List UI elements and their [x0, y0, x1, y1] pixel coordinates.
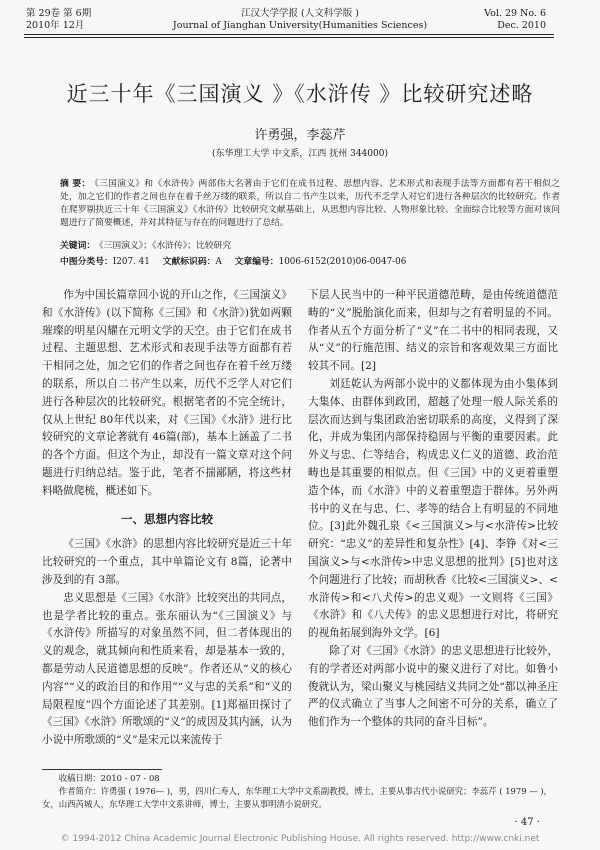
- paragraph: 忠义思想是《三国》《水浒》比较突出的共同点，也是学者比较的重点。张东丽认为“《三国演义》与《水浒传》所描写的对象虽然不同，但二者体现出的义的观念，就其倾向和性质来看，却是基本一致的，都是劳动人民道德思想的反映”。作者还从“义的核心内容”“义的政治目的和作用”“义与忠的关系”和“义的局限程度”四个方面论述了其差别。[1]郑福田探讨了《三国》《水浒》所歌颂的“义”的成因及其内涵，认为小说中所歌颂的“义”是宋元以来流传于: [42, 591, 292, 747]
- keywords: [60, 240, 560, 253]
- copyright-watermark: © 1994-2012 China Academic Journal Electronic Publishing House. All rights reserved. http://www.cnki.net: [60, 834, 540, 844]
- volume-issue-en: Vol. 29 No. 6: [484, 8, 546, 19]
- date-en: Dec. 2010: [497, 20, 546, 31]
- year-month: 2010年 12月: [26, 20, 85, 31]
- article-title: 近三十年《三国演义 》《水浒传 》比较研究述略: [66, 82, 534, 106]
- volume-issue: 第 29卷 第 6期: [26, 8, 92, 19]
- running-header-right: [484, 8, 546, 32]
- received-date: 收稿日期：2010 - 07 - 08: [58, 773, 160, 783]
- abstract-label: 摘 要：: [60, 179, 91, 189]
- doc-code-label: 文献标识码：: [162, 257, 216, 267]
- header-rule: [24, 34, 554, 38]
- clc-number: I207. 41: [112, 257, 150, 267]
- page-number: · 47 ·: [514, 817, 540, 828]
- journal-name-en: Journal of Jianghan University(Humanities Sciences): [172, 20, 428, 31]
- affiliation: (东华理工大学 中文系，江西 抚州 344000): [212, 149, 388, 159]
- footnote: [42, 772, 558, 811]
- author-bio: 作者简介：许勇强 ( 1976— )，男，四川仁寿人，东华理工大学中文系副教授，博士，主要从事古代小说研究；李蕊芹 ( 1979 — )，女，山西芮城人，东华理工大学中文系讲师，博士，主要从事明清小说研究。: [42, 786, 552, 809]
- authors: 许勇强，李蕊芹: [254, 128, 346, 143]
- clc-label: 中图分类号：: [60, 257, 113, 267]
- section-heading: 一、思想内容比较: [121, 511, 213, 526]
- keywords-text: 《三国演义》；《水浒传》；比较研究: [99, 241, 232, 251]
- footnote-rule: [42, 769, 162, 770]
- article-id-label: 文章编号：: [234, 257, 279, 267]
- paragraph: 下层人民当中的一种平民道德范畴，是由传统道德范畴的“义”脱胎演化而来，但却与之有着明显的不同。作者从五个方面分析了“义”在二书中的相同表现，又从“义”的行施范围、结义的宗旨和客观效果三方面比较其不同。[2]: [308, 289, 558, 373]
- paragraph: 刘廷乾认为两部小说中的义都体现为由小集体到大集体、由群体到政团，超越了处理一般人际关系的层次而达到与集团政治密切联系的高度，义得到了深化，并成为集团内部保持稳固与平衡的重要因素。此外义与忠、仁等结合，构成忠义仁义的道德、政治范畴也是其重要的相似点。但《三国》中的义更着重塑造个体，而《水浒》中的义着重塑造于群体。另外两书中的义在与忠、仁、孝等的结合上有明显的不同地位。[3]此外魏孔泉《<三国演义>与<水浒传>比较研究：“忠义”的差异性和复杂性》[4]、李铮《对<三国演义>与<水浒传>中忠义思想的批判》[5]也对这个问题进行了比较；而胡秋香《比较<三国演义>、<水浒传>和<八犬传>的忠义观》一文则将《三国》《水浒》和《八犬传》的忠义思想进行对比，将研究的视角拓展到海外文学。[6]: [308, 377, 558, 640]
- abstract-text: 《三国演义》和《水浒传》两部伟大名著由于它们在成书过程、思想内容、艺术形式和表现手法等方面都有若干相似之处，加之它们的作者之间也存在着千丝万缕的联系，所以自二书产生以来，历代不乏学人对它们进行各种层次的比较研究。作者在爬罗剔抉近三十年《三国演义》《水浒传》比较研究文献基础上，从思想内容比较、人物形象比较、全面综合比较等方面对该问题进行了简要概述，并对其特征与存在的问题进行了总结。: [60, 179, 560, 228]
- classification-line: [60, 256, 560, 269]
- paragraph: 除了对《三国》《水浒》的忠义思想进行比较外，有的学者还对两部小说中的聚义进行了对比。如鲁小俊就认为，梁山聚义与桃园结义共同之处“都以神圣庄严的仪式确立了当事人之间密不可分的关系，确立了他们作为一个整体的共同的奋斗目标”。: [308, 644, 558, 729]
- paragraph: 《三国》《水浒》的思想内容比较研究是近三十年比较研究的一个重点，其中单篇论文有 8篇，论著中涉及到的有 3部。: [42, 538, 292, 586]
- abstract: [60, 178, 560, 230]
- article-id: 1006-6152(2010)06-0047-06: [278, 257, 407, 267]
- journal-name-cn: 江汉大学学报 (人文科学版 ): [241, 8, 359, 19]
- body-left-column: [42, 287, 292, 750]
- paragraph: 作为中国长篇章回小说的开山之作，《三国演义》和《水浒传》(以下简称《三国》和《水浒》)犹如两颗璀璨的明星闪耀在元明文学的天空。由于它们在成书过程、主题思想、艺术形式和表现手法等方面都有若干相同之处，加之它们的作者之间也存在着千丝万缕的联系，所以自二书产生以来，历代不乏学人对它们进行各种层次的比较研究。根据笔者的不完全统计，仅从上世纪 80年代以来，对《三国》《水浒》进行比较研究的文章论著就有 46篇(部)，基本上涵盖了二书的各个方面。但这个为止，却没有一篇文章对这个问题进行归纳总结。鉴于此，笔者不揣鄙陋，将这些材料略做爬梳，概述如下。: [42, 289, 292, 497]
- keywords-label: 关键词：: [60, 241, 96, 251]
- doc-code: A: [215, 257, 222, 267]
- body-right-column: [308, 287, 558, 732]
